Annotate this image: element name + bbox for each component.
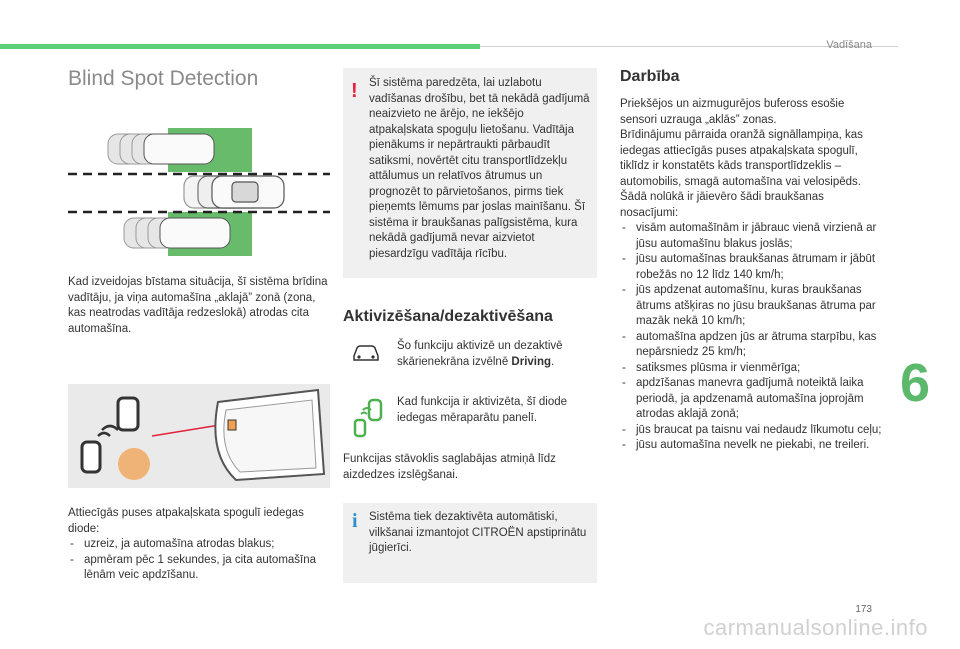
- activation-instruction: Šo funkciju aktivizē un dezaktivē skārienekrāna izvēlnē Driving.: [397, 340, 563, 368]
- driving-menu-label: Driving: [511, 355, 552, 368]
- operation-para-1: Priekšējos un aizmugurējos bufeross esošie sensori uzrauga „aklās” zonas.: [620, 98, 845, 126]
- list-item: - uzreiz, ja automašīna atrodas blakus;: [68, 537, 330, 553]
- page-number: 173: [855, 604, 872, 615]
- list-item: - jūs braucat pa taisnu vai nedaudz līkumotu ceļu;: [620, 423, 882, 439]
- intro-paragraph: Kad izveidojas bīstama situācija, šī sistēma brīdina vadītāju, ja viņa automašīna „aklajā” zonā (zona, kas neatrodas vadītāja redzeslokā) atrodas cita automašīna.: [68, 276, 328, 335]
- ego-car: [184, 176, 284, 208]
- list-item: - automašīna apdzen jūs ar ātruma starpību, kas nepārsniedz 25 km/h;: [620, 330, 882, 361]
- blind-spot-zone-illustration: [64, 118, 334, 258]
- chapter-number: 6: [899, 353, 930, 413]
- page-title: Blind Spot Detection: [68, 67, 259, 90]
- list-item: - satiksmes plūsma ir vienmērīga;: [620, 361, 882, 377]
- watermark: carmanualsonline.info: [703, 615, 928, 640]
- memory-note: Funkcijas stāvoklis saglabājas atmiņā līdz aizdedzes izslēgšanai.: [343, 453, 556, 481]
- list-item: - jūsu automašīna nevelk ne piekabi, ne treileri.: [620, 438, 882, 454]
- mirror-list: [68, 537, 330, 584]
- list-item: - jūsu automašīnas braukšanas ātrumam ir jābūt robežās no 12 līdz 140 km/h;: [620, 252, 882, 283]
- indicator-description: Kad funkcija ir aktivizēta, šī diode iedegas mēraparātu panelī.: [397, 396, 568, 424]
- section-title: Vadīšana: [826, 39, 872, 51]
- car-trail-bottom: [124, 218, 230, 248]
- list-item: - visām automašīnām ir jābrauc vienā virzienā ar jūsu automašīnu blakus joslās;: [620, 221, 882, 252]
- header-accent-bar: [0, 44, 480, 49]
- car-trail-top: [108, 134, 214, 164]
- warning-text: Šī sistēma paredzēta, lai uzlabotu vadīšanas drošību, bet tā nekādā gadījumā neaizvieto ne ārējo, ne iekšējo atpakaļskata spoguļu lietošanu. Vadītāja pienākums ir nepārtraukti pārbaudīt satiksmi, novērtēt citu transportlīdzekļu attālumus un relatīvos ātrumus un prognozēt to pārvietošanos, pirms tiek pieņemts lēmums par joslas mainīšanu. Šī sistēma ir braukšanas palīgsistēma, kura nekādā gadījumā nevar aizvietot piesardzīgu vadītāja rīcību.: [369, 77, 590, 260]
- mirror-led-illustration: [68, 384, 330, 488]
- car-top-icon: [351, 342, 381, 364]
- orange-glow: [118, 448, 150, 480]
- activation-heading: Aktivizēšana/dezaktivēšana: [343, 308, 553, 325]
- car-icon-rear: [82, 442, 100, 472]
- car-icon-front: [118, 398, 138, 430]
- list-item: - apmēram pēc 1 sekundes, ja cita automašīna lēnām veic apdzīšanu.: [68, 553, 330, 584]
- mirror-intro: Attiecīgās puses atpakaļskata spogulī iedegas diode:: [68, 507, 304, 535]
- operation-para-2: Brīdinājumu pārraida oranžā signāllampiņa, kas iedegas attiecīgās puses atpakaļskata spogulī, tiklīdz ir konstatēts kāds transportlīdzeklis – automobilis, smagā automašīna vai velosipēds.: [620, 129, 863, 188]
- mirror-glass: [224, 400, 316, 472]
- list-item: - jūs apdzenat automašīnu, kuras braukšanas ātrums atšķiras no jūsu braukšanas ātruma par mazāk nekā 10 km/h;: [620, 283, 882, 330]
- blind-spot-indicator-icon: [351, 398, 387, 438]
- mirror-led-indicator: [228, 420, 236, 430]
- info-text: Sistēma tiek dezaktivēta automātiski, vilkšanai izmantojot CITROËN apstiprinātu jūgierīci.: [369, 511, 587, 554]
- operation-heading: Darbība: [620, 68, 680, 85]
- list-item: - apdzīšanas manevra gadījumā noteiktā laika periodā, ja apdzenamā automašīna joprojām atrodas aklajā zonā;: [620, 376, 882, 423]
- info-icon: i: [352, 510, 358, 532]
- conditions-list: [620, 221, 882, 454]
- exclamation-icon: !: [351, 80, 358, 102]
- operation-para-3: Šādā nolūkā ir jāievēro šādi braukšanas nosacījumi:: [620, 191, 824, 219]
